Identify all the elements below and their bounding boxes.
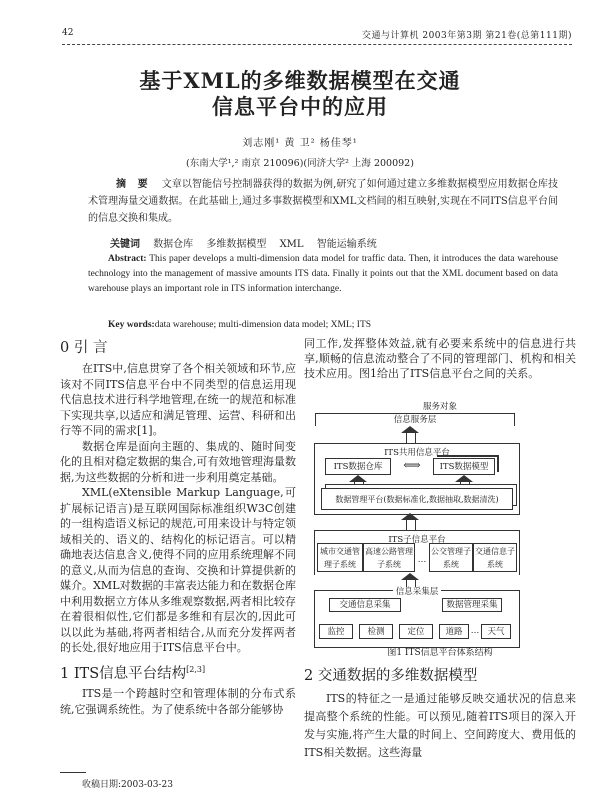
paragraph: XML(eXtensible Markup Language,可扩展标记语言)是互联网国际标准组织W3C创建的一组构造语义标记的规范,可用来设计与特定领域相关的、语义的、结构化的标记语言。可以精确地表达信息含义,使得不同的应用系统理解不同的意义,从而为信息的查询、交换和计算提供新的媒介。XML对数据的丰富表达能力和在数据仓库中利用数据立方体从多维观察数据,两者相比较存在着很相似性,它们都是多维和有层次的,因此可以以此为基础,将两者相结合,从而充分发挥两者的长处,很好地应用于ITS信息平台中。 [60,486,296,654]
journal-header: 交通与计算机 2003年第3期 第21卷(总第111期) [361,31,572,41]
authors: 刘志刚¹ 黄 卫² 杨佳琴¹ [242,138,358,149]
abstract-en [88,252,558,297]
subsystem-box: 高速公路管理子系统 [363,543,415,572]
received-date: 收稿日期:2003-03-23 [82,780,173,790]
traffic-collect-box: 交通信息采集 [329,598,401,612]
ellipsis: … [417,555,427,565]
source-box: 监控 [319,624,353,639]
right-column-intro [304,336,576,381]
model-box: ITS数据模型 [433,458,495,475]
page-number: 42 [62,28,74,38]
section-1-heading [60,660,296,684]
title-line-1: 基于XML的多维数据模型在交通 [139,68,461,93]
double-arrow-icon: ⟺ [403,458,421,472]
title-line-2: 信息平台中的应用 [212,94,388,119]
keyword: 数据仓库 [153,239,194,250]
section-2 [304,666,477,686]
arrow-up-icon [460,482,470,487]
right-column-section2 [304,690,576,762]
abstract-en-text: This paper develops a multi-dimension data model for traffic data. Then, it introduces the data warehouse technology into the management of massive amounts ITS data. Finally it points out that the XML document based on data warehouse plays an important role in ITS information interchange. [88,254,558,294]
source-box: 定位 [399,624,433,639]
subsystem-box: 城市交通管理子系统 [317,543,363,572]
paragraph: 同工作,发挥整体效益,就有必要来系统中的信息进行共享,顺畅的信息流动整合了不同的管理部门、机构和相关技术应用。图1给出了ITS信息平台之间的关系。 [304,337,576,380]
footnote-rule [60,772,86,773]
source-box: 道路 [439,624,469,639]
shared-platform-title: ITS共用信息平台 [384,448,450,458]
sub-platform-title: ITS子信息平台 [388,535,446,545]
paragraph: 在ITS中,信息贯穿了各个相关领域和环节,应该对不同ITS信息平台中不同类型的信息运用现代信息技术进行科学地管理,在统一的规范和标准下实现共享,以适应和满足管理、运营、科研和出行等不同的需求[1]。 [60,362,296,437]
arrow-up-icon [406,520,416,530]
subsystem-box: 公交管理子系统 [429,543,473,572]
keyword: 智能运输系统 [316,239,377,250]
citation[interactable]: [2,3] [186,664,206,674]
ellipsis: … [470,626,480,636]
source-box: 检测 [359,624,393,639]
source-box: 天气 [481,624,511,639]
affiliation: (东南大学¹,² 南京 210096)(同济大学² 上海 200092) [186,158,414,169]
abstract-label: 摘 要 [116,179,152,190]
figure-caption: 图1 ITS信息平台体系结构 [387,648,493,658]
collection-layer-title [315,585,519,597]
section-2-heading: 2 交通数据的多维数据模型 [304,668,478,684]
abstract-en-label: Abstract: [108,254,147,264]
abstract-text: 文章以智能信号控制器获得的数据为例,研究了如何通过建立多维数据模型应用数据仓库技术管理海量交通数据。在此基础上,通过多事数据模型和XML文档间的相互映射,实现在不同ITS信息平台间的信息交换和集成。 [88,179,559,224]
keyword: 多维数据模型 [206,239,267,250]
paragraph: 数据仓库是面向主题的、集成的、随时间变化的且相对稳定数据的集合,可有效地管理海量数据,为这些数据的分析和进一步利用奠定基础。 [60,439,296,484]
header-rule [62,44,572,45]
section-1-title: 1 ITS信息平台结构 [60,665,187,682]
service-layer-box: 信息服务层 [315,413,515,426]
service-target: 服务对象 [422,402,457,412]
keyword: XML [279,239,304,250]
keywords-en-text: data warehouse; multi-dimension data model; XML; ITS [154,320,372,330]
keywords-en-label: Key words: [108,320,155,330]
data-management-box: 数据管理平台(数据标准化,数据抽取,数据清洗) [321,488,513,510]
keywords-cn [110,235,377,250]
paper-title [0,68,600,120]
paragraph: ITS是一个跨越时空和管理体制的分布式系统,它强调系统性。为了使系统中各部分能够协 [60,687,296,716]
arrow-up-icon [406,433,416,443]
architecture-diagram [305,400,575,660]
subsystem-box: 交通信息子系统 [473,543,517,572]
paragraph: ITS的特征之一是通过能够反映交通状况的信息来提高整个系统的性能。可以预见,随着ITS项目的深入开发与实施,将产生大量的时间上、空间跨度大、费用低的ITS相关数据。这些海量 [304,692,576,759]
keywords-label: 关键词 [110,239,140,250]
data-collect-box: 数据管理采集 [442,598,502,612]
section-0-heading: 0 引 言 [60,340,108,356]
collection-layer-label: 信息采集层 [393,587,442,597]
arrow-up-icon [354,482,364,487]
warehouse-box: ITS数据仓库 [325,458,391,475]
keywords-en [108,320,371,330]
abstract-cn [88,176,558,227]
left-column [60,338,296,717]
